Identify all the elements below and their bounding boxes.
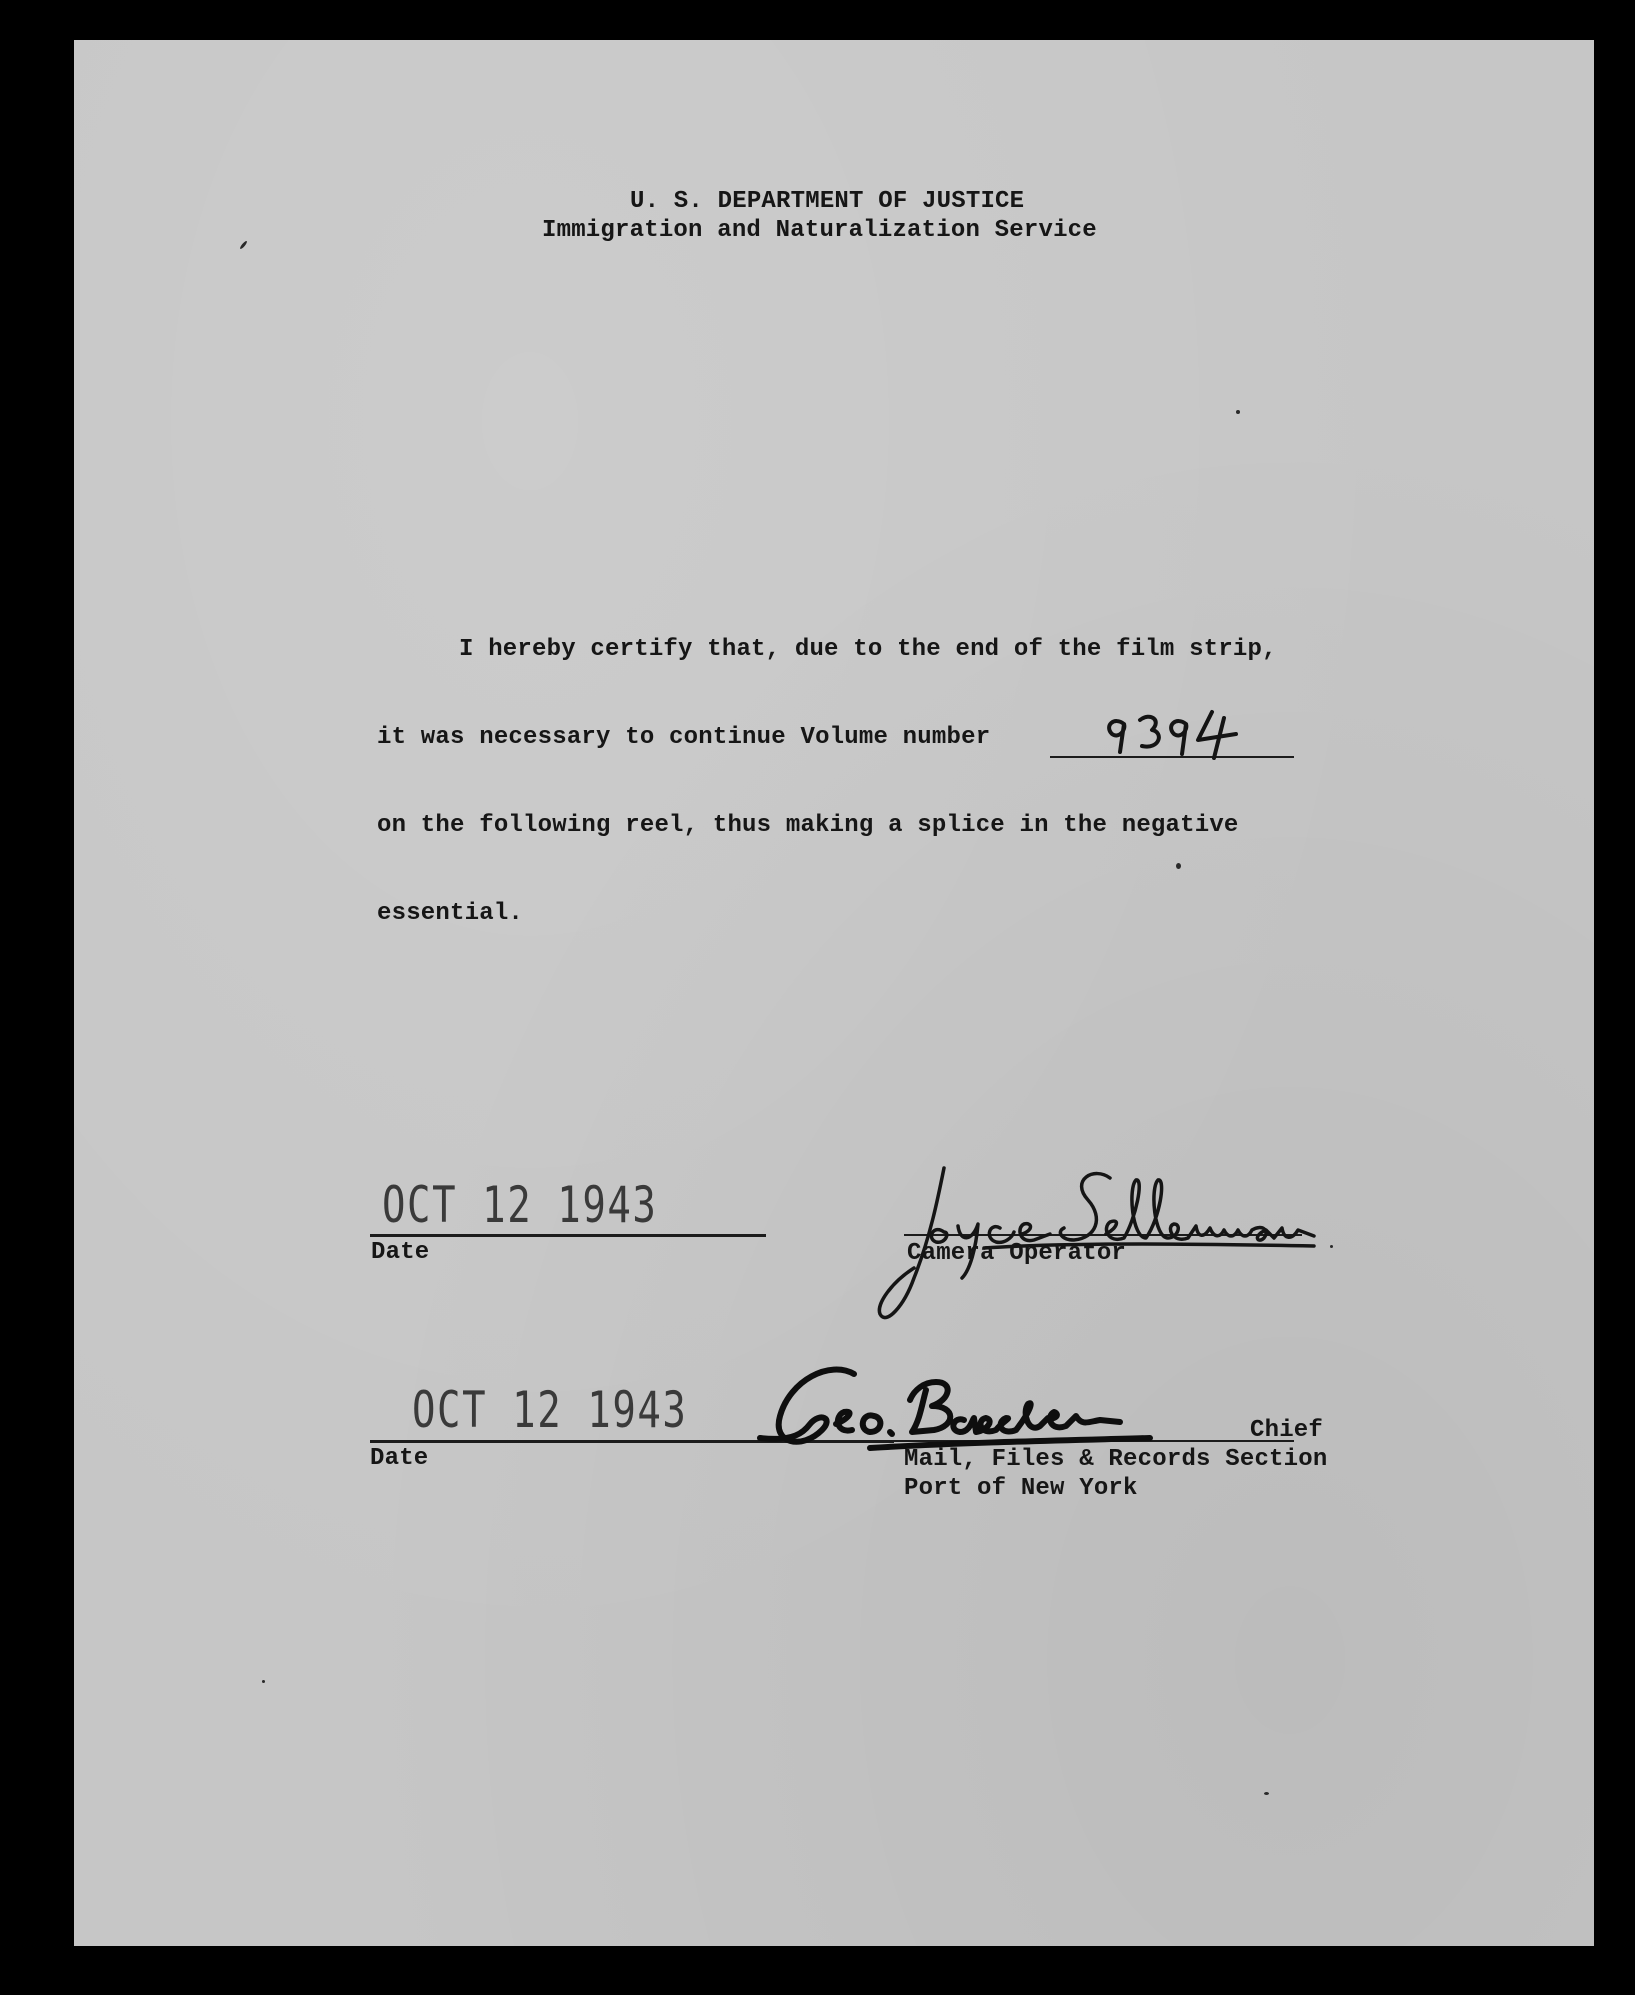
certification-line-4: essential. [377,900,524,927]
chief-unit-line: Mail, Files & Records Section [904,1446,1328,1473]
document-page [74,40,1594,1946]
chief-date-stamp: OCT 12 1943 [412,1381,688,1439]
operator-date-stamp: OCT 12 1943 [382,1176,658,1234]
volume-number-handwritten [1102,704,1242,760]
department-heading: U. S. DEPARTMENT OF JUSTICE [630,188,1025,215]
paper-mark [239,240,248,250]
service-heading: Immigration and Naturalization Service [542,217,1097,244]
operator-date-line [370,1234,766,1237]
chief-date-label: Date [370,1445,429,1472]
paper-speck [1330,1245,1333,1248]
certification-line-1: I hereby certify that, due to the end of the film strip, [459,636,1277,663]
chief-role-label: Chief [1250,1417,1324,1444]
operator-signature [874,1158,1434,1338]
chief-port-line: Port of New York [904,1475,1138,1502]
paper-speck [262,1680,265,1683]
chief-signature [750,1360,1310,1470]
paper-speck [1264,1792,1269,1795]
certification-line-3: on the following reel, thus making a splice in the negative [377,812,1239,839]
certification-line-2: it was necessary to continue Volume number [377,724,991,751]
operator-date-label: Date [371,1239,430,1266]
paper-speck [1236,410,1240,414]
paper-speck [1176,863,1181,869]
operator-role-label: Camera Operator [907,1240,1127,1267]
